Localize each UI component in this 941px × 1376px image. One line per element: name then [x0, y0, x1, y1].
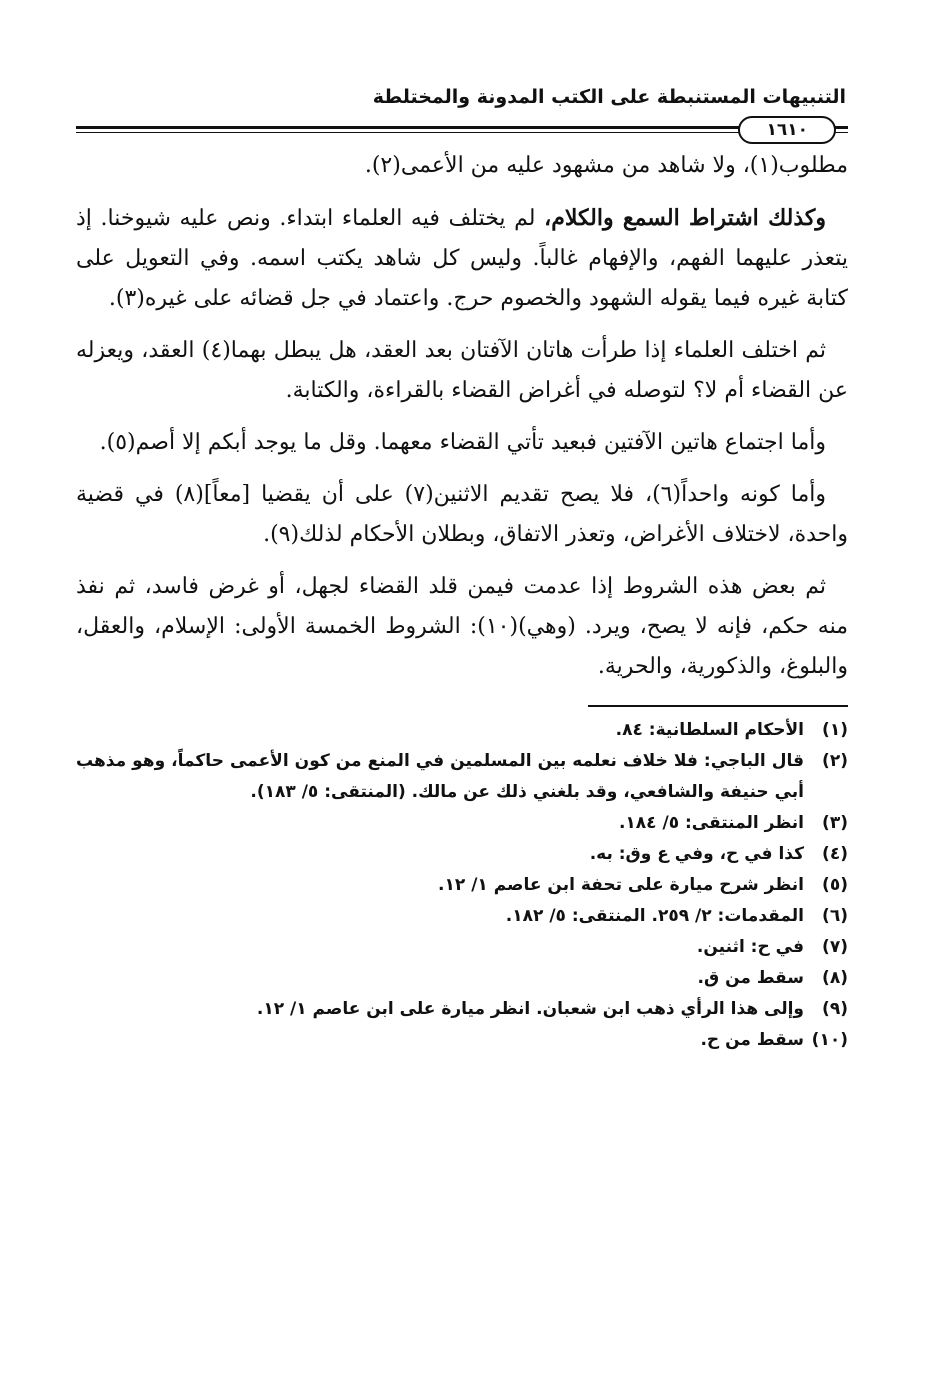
footnote-number: (٦): [822, 906, 848, 926]
footnote-number: (٣): [822, 813, 848, 833]
footnote-item: [76, 963, 848, 994]
footnote-number: (٨): [822, 968, 848, 988]
paragraph-2-text: لم يختلف فيه العلماء ابتداء. ونص عليه شيوخنا. إذ يتعذر عليهما الفهم، والإفهام غالباً. وليس كل شاهد يكتب اسمه. وفي التعويل على كتابة غيره فيما يقوله الشهود والخصوم حرج. واعتماد في جل قضائه على غيره(٣).: [76, 206, 848, 311]
footnote-number: (٤): [822, 844, 848, 864]
paragraph-2-heading: وكذلك اشتراط السمع والكلام،: [544, 205, 826, 231]
header-rule: [76, 114, 848, 142]
footnote-number: (٥): [822, 875, 848, 895]
footnote-text: انظر المنتقى: ٥/ ١٨٤.: [618, 813, 804, 833]
page-number: ١٦١٠: [738, 116, 836, 144]
footnote-item: [76, 715, 848, 746]
footnotes: [76, 715, 848, 1056]
footnote-number: (٩): [822, 999, 848, 1019]
paragraph-5: وأما كونه واحداً(٦)، فلا يصح تقديم الاثنين(٧) على أن يقضيا [معاً](٨) في قضية واحدة، لاختلاف الأغراض، وتعذر الاتفاق، وبطلان الأحكام لذلك(٩).: [76, 482, 848, 547]
footnote-text: وإلى هذا الرأي ذهب ابن شعبان. انظر ميارة على ابن عاصم ١/ ١٢.: [256, 999, 804, 1019]
footnote-number: (١): [822, 720, 848, 740]
main-text: [76, 146, 848, 687]
footnote-text: الأحكام السلطانية: ٨٤.: [615, 720, 804, 740]
running-title: التنبيهات المستنبطة على الكتب المدونة والمختلطة: [372, 86, 846, 108]
page-content: [76, 82, 848, 1056]
paragraph-4: وأما اجتماع هاتين الآفتين فبعيد تأتي القضاء معهما. وقل ما يوجد أبكم إلا أصم(٥).: [99, 430, 826, 455]
footnote-text: كذا في ح، وفي ع وق: به.: [589, 844, 804, 864]
footnote-separator: [588, 705, 848, 707]
footnote-text: سقط من ح.: [700, 1030, 804, 1050]
footnote-number: (٧): [822, 937, 848, 957]
footnote-item: [76, 1025, 848, 1056]
footnote-number: (٢): [822, 751, 848, 771]
footnote-text: في ح: اثنين.: [696, 937, 804, 957]
footnote-item: [76, 746, 848, 808]
footnote-item: [76, 994, 848, 1025]
footnote-item: [76, 839, 848, 870]
header-rule-thin: [76, 132, 848, 133]
footnote-text: المقدمات: ٢/ ٢٥٩. المنتقى: ٥/ ١٨٢.: [505, 906, 804, 926]
footnote-text: انظر شرح ميارة على تحفة ابن عاصم ١/ ١٢.: [438, 875, 804, 895]
paragraph-3: ثم اختلف العلماء إذا طرأت هاتان الآفتان بعد العقد، هل يبطل بهما(٤) العقد، ويعزله عن القضاء أم لا؟ لتوصله في أغراض القضاء بالقراءة، والكتابة.: [76, 338, 848, 403]
footnote-number: (١٠): [811, 1030, 848, 1050]
footnote-item: [76, 932, 848, 963]
paragraph-2: [76, 198, 848, 319]
paragraph-1: مطلوب(١)، ولا شاهد من مشهود عليه من الأعمى(٢).: [364, 153, 848, 178]
footnote-text: سقط من ق.: [697, 968, 804, 988]
footnote-text: قال الباجي: فلا خلاف نعلمه بين المسلمين في المنع من كون الأعمى حاكماً، وهو مذهب أبي حنيفة والشافعي، وقد بلغني ذلك عن مالك. (المنتقى: ٥/ ١٨٣).: [76, 751, 804, 802]
footnote-item: [76, 901, 848, 932]
footnote-item: [76, 870, 848, 901]
paragraph-6: ثم بعض هذه الشروط إذا عدمت فيمن قلد القضاء لجهل، أو غرض فاسد، ثم نفذ منه حكم، فإنه لا يصح، ويرد. (وهي)(١٠): الشروط الخمسة الأولى: الإسلام، والعقل، والبلوغ، والذكورية، والحرية.: [76, 574, 848, 679]
footnote-item: [76, 808, 848, 839]
